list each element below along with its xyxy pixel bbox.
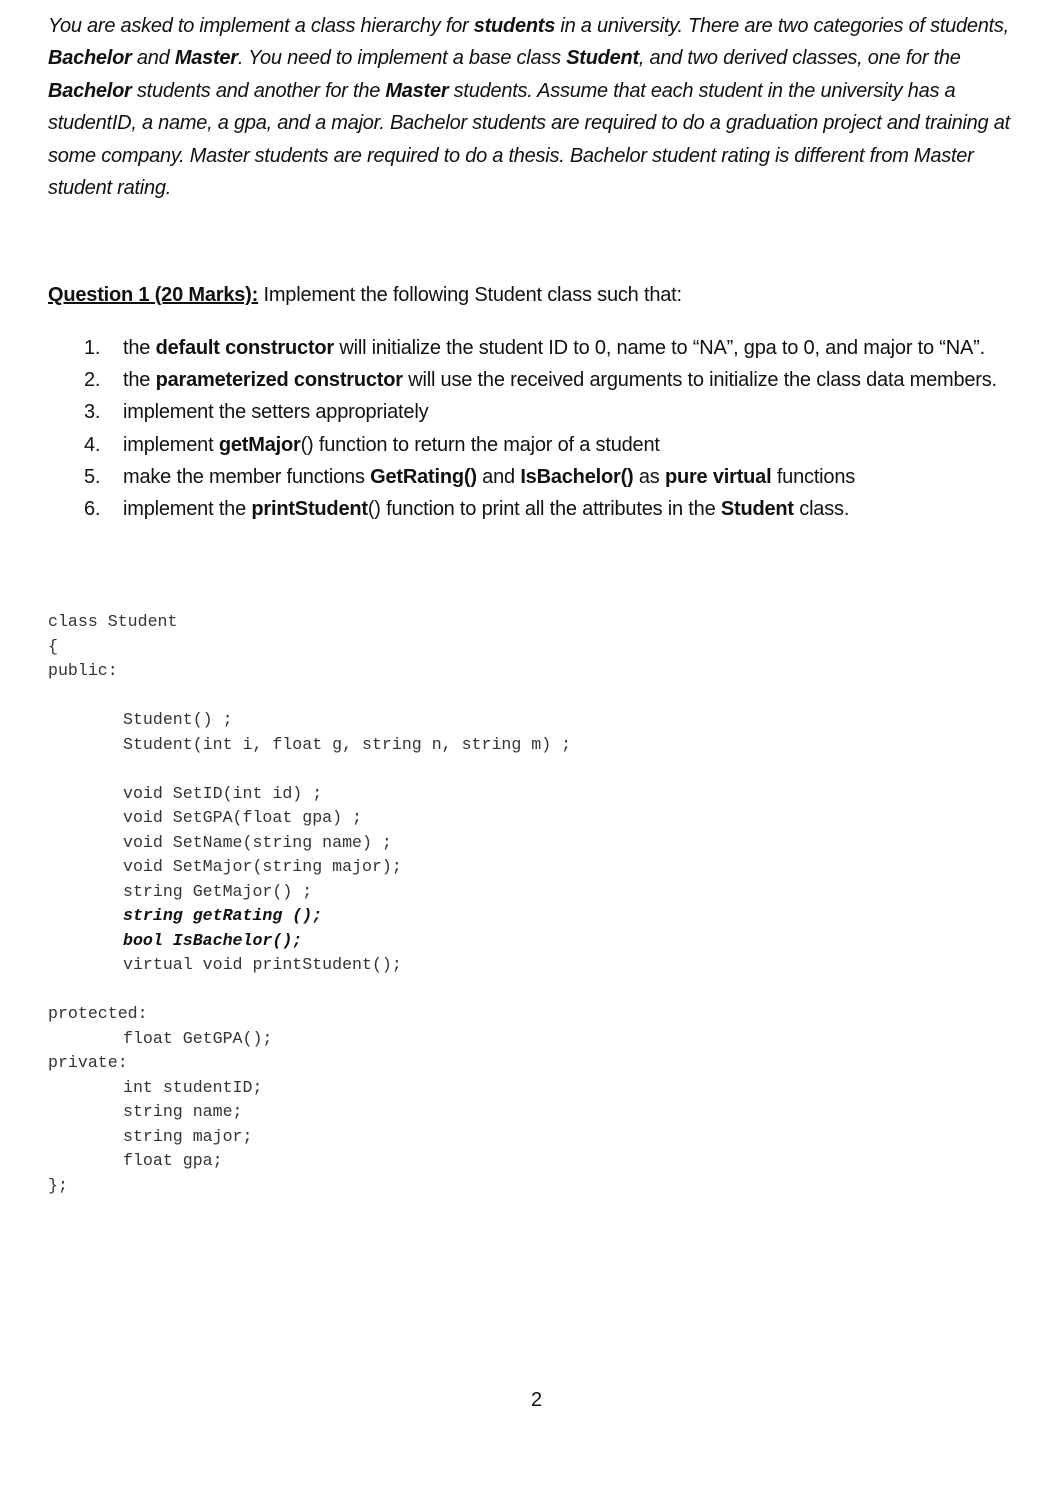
code-line: protected: [48, 1004, 148, 1023]
list-number: 2. [84, 369, 101, 392]
code-line: Student() ; [123, 710, 233, 729]
code-line: int studentID; [123, 1077, 263, 1097]
intro-bold-students: students [473, 15, 556, 37]
list-item [84, 332, 1019, 364]
list-text: class. [793, 498, 850, 521]
code-block [48, 610, 571, 1198]
intro-bold-bachelor: Bachelor [48, 47, 132, 70]
question-line [48, 279, 682, 311]
list-bold: default constructor [155, 337, 334, 359]
code-line: void SetMajor(string major); [123, 857, 402, 876]
list-text: the [123, 369, 156, 392]
intro-text: , and two derived classes, one for the [638, 47, 961, 70]
list-item [84, 429, 1019, 461]
intro-text: students. Assume that each student in the university has a studentID, a name, a gpa, and a major. Bachelor students are required to do a graduation project and training at some company. Master students are required to do a thesis. Bachelor student rating is different from Master student rating. [48, 79, 1010, 200]
code-blank-line [48, 684, 571, 709]
list-bold: GetRating() [370, 465, 477, 488]
list-item [84, 396, 1019, 428]
intro-bold-student: Student [566, 47, 639, 70]
list-number: 3. [84, 401, 101, 424]
code-line: void SetGPA(float gpa) ; [123, 808, 362, 827]
code-line: void SetName(string name) ; [123, 832, 392, 852]
intro-paragraph [48, 10, 1023, 204]
code-line: float gpa; [123, 1151, 223, 1170]
code-line: private: [48, 1053, 128, 1072]
code-line: virtual void printStudent(); [123, 955, 402, 974]
code-line-emphasized: bool IsBachelor(); [123, 930, 303, 950]
code-blank-line [48, 757, 571, 782]
code-line: void SetID(int id) ; [123, 783, 323, 803]
code-blank-line [48, 978, 571, 1003]
intro-bold-bachelor: Bachelor [48, 79, 132, 102]
code-line: { [48, 636, 58, 656]
list-bold: IsBachelor() [520, 465, 634, 488]
code-line: class Student [48, 612, 178, 631]
list-bold: getMajor [218, 433, 301, 456]
list-text: as [633, 465, 665, 488]
code-line-emphasized: string getRating (); [123, 906, 323, 925]
list-item [84, 461, 1019, 493]
list-text: functions [771, 465, 856, 488]
code-line: float GetGPA(); [123, 1028, 273, 1048]
list-text: will use the received arguments to initialize the class data members. [402, 369, 997, 392]
list-number: 4. [84, 433, 101, 456]
list-bold: pure virtual [664, 465, 772, 488]
question-text: Implement the following Student class such that: [258, 284, 682, 306]
list-text: make the member functions [123, 465, 371, 488]
page-number: 2 [530, 1389, 543, 1411]
code-line: }; [48, 1175, 68, 1195]
requirements-list [84, 332, 1019, 525]
intro-text: students and another for the [131, 79, 386, 102]
question-heading: Question 1 (20 Marks): [48, 284, 259, 306]
list-text: implement the setters appropriately [123, 401, 429, 424]
list-item [84, 493, 1019, 525]
code-line: public: [48, 661, 118, 680]
list-text: () function to print all the attributes in the [367, 498, 721, 521]
list-text: () function to return the major of a student [300, 433, 660, 456]
intro-text: . You need to implement a base class [237, 47, 567, 70]
list-bold: Student [720, 498, 794, 521]
list-text: the [123, 337, 156, 359]
code-line: string name; [123, 1102, 243, 1121]
intro-text: and [131, 47, 175, 70]
list-text: implement the [123, 498, 252, 521]
intro-text: You are asked to implement a class hierarchy for [48, 15, 474, 37]
list-text: and [476, 465, 521, 488]
intro-text: in a university. There are two categories of students, [555, 15, 1009, 37]
intro-bold-master: Master [385, 79, 449, 102]
list-number: 1. [84, 337, 101, 359]
list-text: will initialize the student ID to 0, name to “NA”, gpa to 0, and major to “NA”. [334, 337, 985, 359]
list-text: implement [123, 433, 219, 456]
code-line: Student(int i, float g, string n, string m) ; [123, 734, 572, 754]
list-bold: parameterized constructor [155, 369, 403, 392]
list-bold: printStudent [251, 498, 368, 521]
list-item [84, 364, 1019, 396]
list-number: 5. [84, 465, 101, 488]
code-line: string major; [123, 1126, 253, 1146]
intro-bold-master: Master [174, 47, 238, 70]
code-line: string GetMajor() ; [123, 881, 313, 901]
list-number: 6. [84, 498, 101, 521]
